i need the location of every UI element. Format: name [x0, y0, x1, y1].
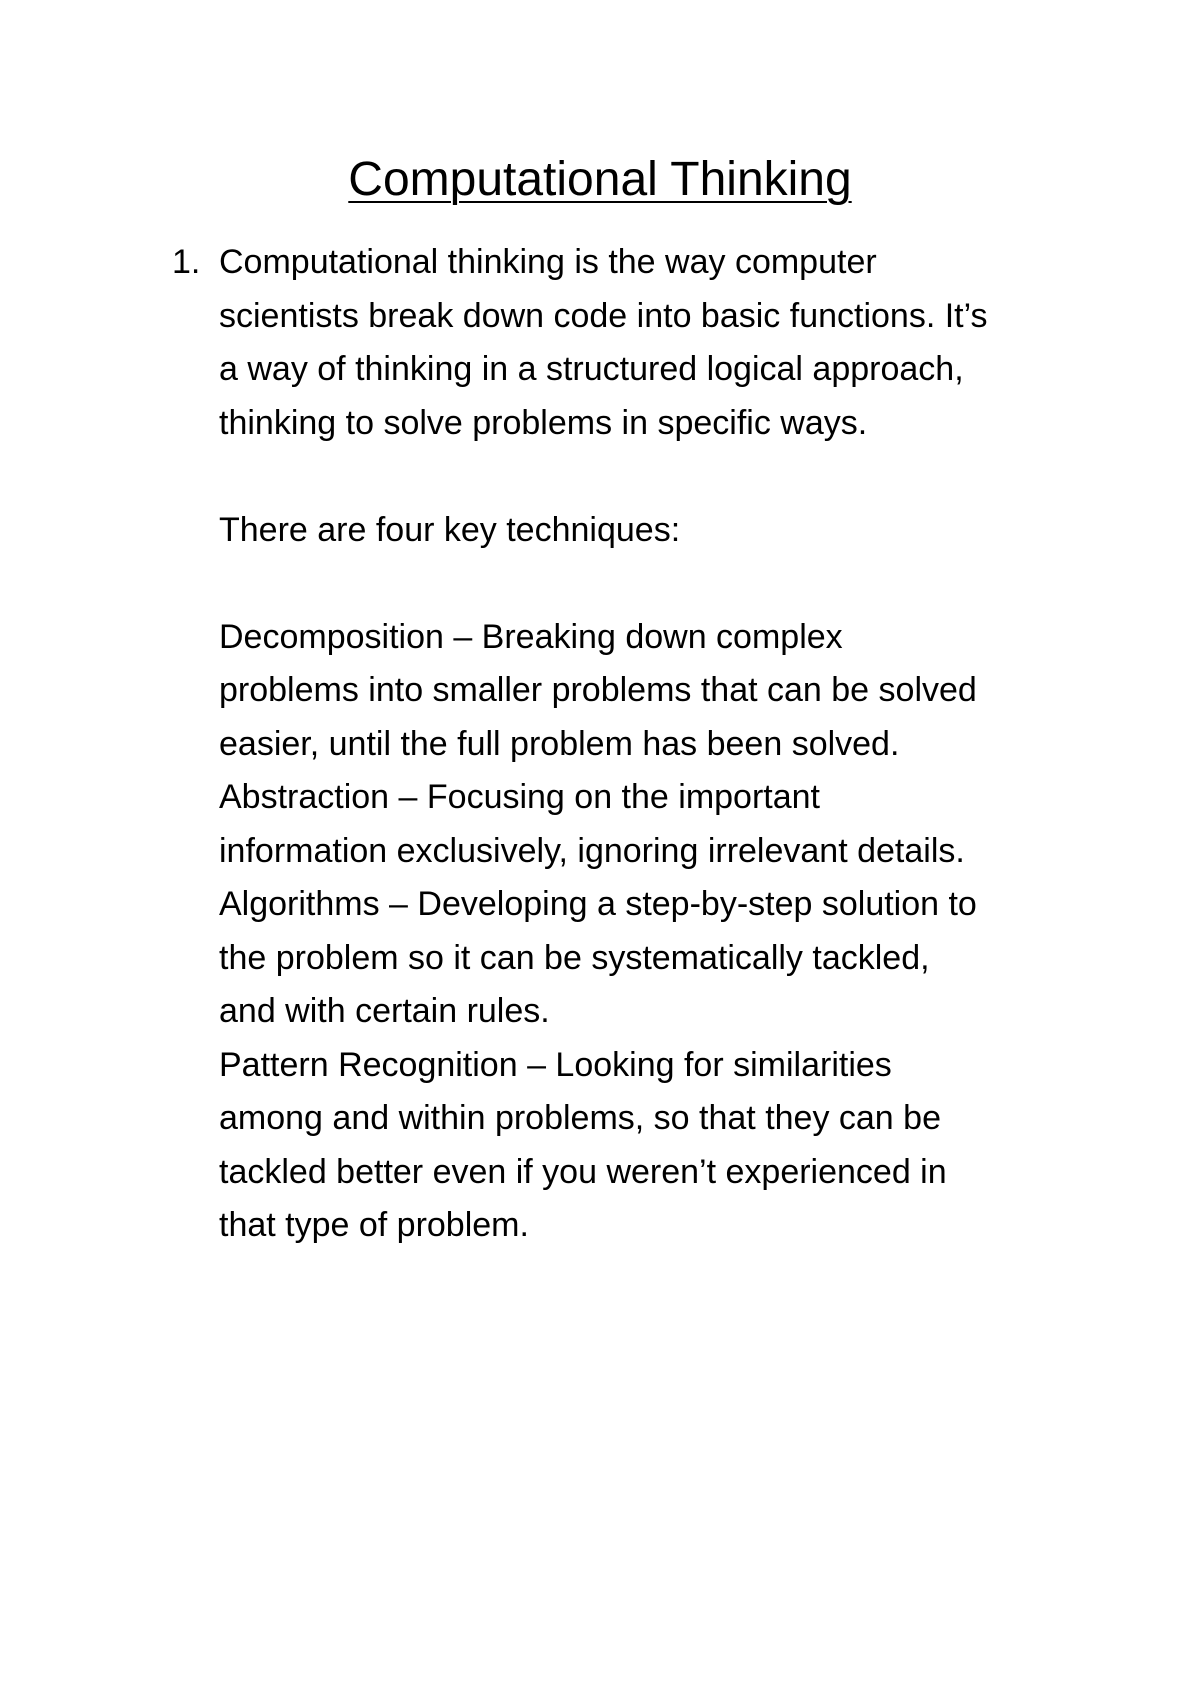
- technique-line-pattern-recognition: among and within problems, so that they can be: [219, 1099, 941, 1137]
- paragraph-spacer: [219, 557, 1069, 611]
- intro-line: thinking to solve problems in specific ways.: [219, 403, 868, 442]
- intro-line: a way of thinking in a structured logical approach,: [219, 350, 964, 388]
- paragraph-spacer: [219, 450, 1069, 504]
- technique-line-abstraction: information exclusively, ignoring irrelevant details.: [219, 831, 965, 870]
- intro-line: Computational thinking is the way computer: [219, 243, 877, 281]
- technique-line-pattern-recognition: tackled better even if you weren’t experienced in: [219, 1152, 947, 1191]
- technique-line-algorithms: Algorithms – Developing a step-by-step solution to: [219, 885, 977, 923]
- technique-line-decomposition: easier, until the full problem has been solved.: [219, 724, 900, 763]
- technique-line-algorithms: and with certain rules.: [219, 992, 550, 1030]
- technique-line-decomposition: Decomposition – Breaking down complex: [219, 617, 843, 656]
- techniques-heading: There are four key techniques:: [219, 510, 681, 549]
- page-title: Computational Thinking: [348, 153, 852, 206]
- technique-line-pattern-recognition: Pattern Recognition – Looking for similarities: [219, 1045, 892, 1084]
- list-item-content: [219, 236, 1069, 1253]
- technique-line-abstraction: Abstraction – Focusing on the important: [219, 778, 820, 816]
- technique-line-algorithms: the problem so it can be systematically tackled,: [219, 938, 930, 977]
- list-item-number: 1.: [172, 243, 201, 281]
- technique-line-decomposition: problems into smaller problems that can be solved: [219, 671, 977, 709]
- intro-line: scientists break down code into basic functions. It’s: [219, 296, 988, 335]
- technique-line-pattern-recognition: that type of problem.: [219, 1206, 529, 1244]
